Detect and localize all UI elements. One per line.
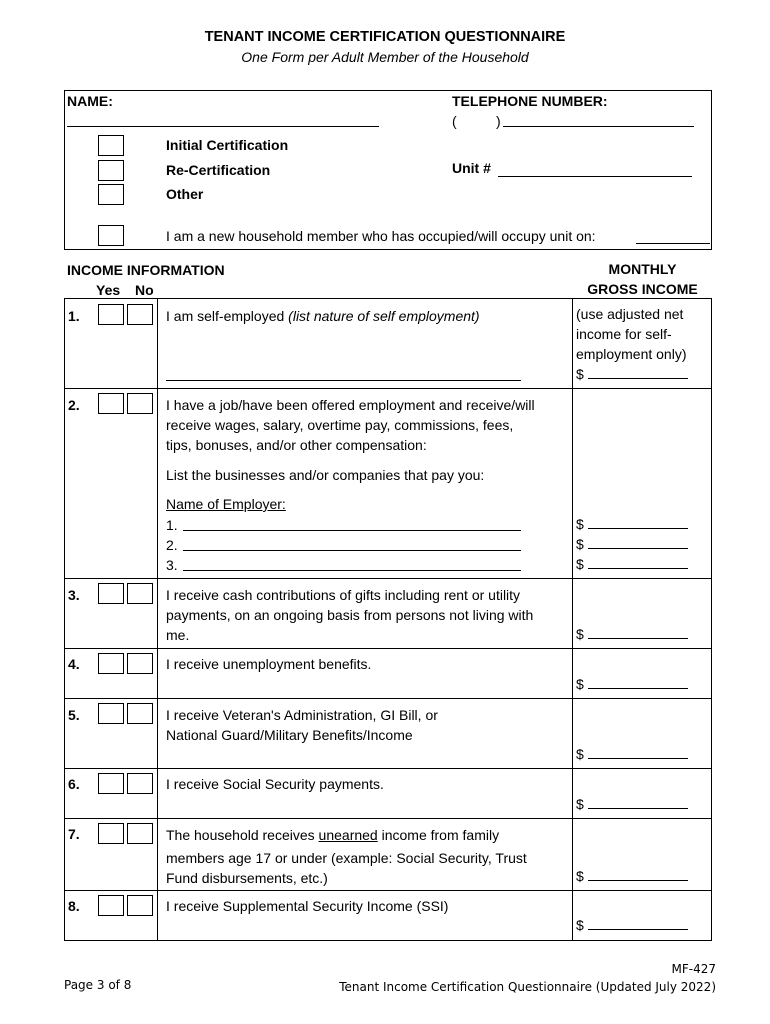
row5-yes-checkbox[interactable]: [98, 703, 124, 724]
monthly-heading: MONTHLY: [608, 261, 677, 277]
row-divider: [64, 578, 712, 579]
row6-amount-field[interactable]: $: [576, 796, 688, 812]
option-initial: Initial Certification: [166, 137, 289, 153]
unit-label: Unit #: [452, 160, 491, 176]
row8-question: I receive Supplemental Security Income (SSI): [166, 898, 449, 914]
row-number: 3.: [68, 587, 80, 603]
row-divider: [64, 768, 712, 769]
phone-field[interactable]: [503, 126, 694, 127]
row-divider: [64, 388, 712, 389]
gross-income-heading: GROSS INCOME: [587, 281, 698, 297]
employer-2-field[interactable]: [183, 550, 521, 551]
row8-yes-checkbox[interactable]: [98, 895, 124, 916]
phone-paren-open: (: [452, 113, 457, 129]
row-number: 8.: [68, 898, 80, 914]
name-label: NAME:: [67, 93, 113, 109]
row2-list-prompt: List the businesses and/or companies that pay you:: [166, 467, 485, 483]
row-divider: [64, 648, 712, 649]
col-divider-left: [157, 298, 158, 941]
row1-question: I am self-employed (list nature of self employment): [166, 308, 480, 324]
employer-2-amount-field[interactable]: $: [576, 536, 688, 552]
col-divider-right: [572, 298, 573, 941]
row2-question: I have a job/have been offered employment and receive/will receive wages, salary, overtime pay, commissions, fees, tips, bonuses, and/or other compensation:: [166, 397, 535, 453]
employer-3-field[interactable]: [183, 570, 521, 571]
phone-paren-close: ): [496, 113, 501, 129]
row1-yes-checkbox[interactable]: [98, 304, 124, 325]
row-number: 6.: [68, 776, 80, 792]
new-member-text: I am a new household member who has occupied/will occupy unit on:: [166, 228, 596, 244]
row6-yes-checkbox[interactable]: [98, 773, 124, 794]
row-divider: [64, 818, 712, 819]
row7-question: The household receives unearned income from family members age 17 or under (example: Social Security, Trust Fund disbursements, etc.): [166, 827, 527, 886]
income-heading: INCOME INFORMATION: [67, 262, 225, 278]
employer-item-number: 1.: [166, 517, 178, 533]
employer-1-field[interactable]: [183, 530, 521, 531]
other-checkbox[interactable]: [98, 184, 124, 205]
row-number: 5.: [68, 707, 80, 723]
row3-question: I receive cash contributions of gifts including rent or utility payments, on an ongoing basis from persons not living with me.: [166, 587, 534, 643]
row6-no-checkbox[interactable]: [127, 773, 153, 794]
no-label: No: [135, 282, 154, 298]
row5-no-checkbox[interactable]: [127, 703, 153, 724]
option-other: Other: [166, 186, 204, 202]
row8-no-checkbox[interactable]: [127, 895, 153, 916]
row5-amount-field[interactable]: $: [576, 746, 688, 762]
row-number: 1.: [68, 308, 80, 324]
row-divider: [64, 698, 712, 699]
row-number: 4.: [68, 656, 80, 672]
form-subtitle: One Form per Adult Member of the Household: [241, 49, 529, 65]
initial-certification-checkbox[interactable]: [98, 135, 124, 156]
row1-no-checkbox[interactable]: [127, 304, 153, 325]
row8-amount-field[interactable]: $: [576, 917, 688, 933]
row-number: 7.: [68, 826, 80, 842]
row1-nature-field[interactable]: [166, 380, 521, 381]
employer-3-amount-field[interactable]: $: [576, 556, 688, 572]
row4-yes-checkbox[interactable]: [98, 653, 124, 674]
row4-question: I receive unemployment benefits.: [166, 656, 372, 672]
row3-yes-checkbox[interactable]: [98, 583, 124, 604]
row7-no-checkbox[interactable]: [127, 823, 153, 844]
row7-amount-field[interactable]: $: [576, 868, 688, 884]
row4-amount-field[interactable]: $: [576, 676, 688, 692]
unit-field[interactable]: [498, 176, 692, 177]
row5-question: I receive Veteran's Administration, GI Bill, or National Guard/Military Benefits/Income: [166, 707, 438, 743]
new-member-date-field[interactable]: [636, 243, 710, 244]
page-number: Page 3 of 8: [64, 978, 132, 992]
option-recert: Re-Certification: [166, 162, 271, 178]
employer-1-amount-field[interactable]: $: [576, 516, 688, 532]
row2-no-checkbox[interactable]: [127, 393, 153, 414]
employer-item-number: 2.: [166, 537, 178, 553]
row-divider: [64, 890, 712, 891]
employer-label: Name of Employer:: [166, 496, 286, 512]
row3-no-checkbox[interactable]: [127, 583, 153, 604]
form-title: TENANT INCOME CERTIFICATION QUESTIONNAIRE: [204, 29, 566, 45]
row1-amount-field[interactable]: $: [576, 366, 688, 382]
new-member-checkbox[interactable]: [98, 225, 124, 246]
row1-amount-note: (use adjusted net income for self- employment only): [576, 306, 687, 362]
form-number: MF-427: [671, 962, 716, 976]
name-field[interactable]: [67, 126, 379, 127]
footer-form-title: Tenant Income Certification Questionnaire (Updated July 2022): [339, 980, 716, 994]
employer-item-number: 3.: [166, 557, 178, 573]
row3-amount-field[interactable]: $: [576, 626, 688, 642]
header-box: [64, 90, 712, 250]
row-number: 2.: [68, 397, 80, 413]
re-certification-checkbox[interactable]: [98, 160, 124, 181]
yes-label: Yes: [96, 282, 121, 298]
row7-yes-checkbox[interactable]: [98, 823, 124, 844]
row4-no-checkbox[interactable]: [127, 653, 153, 674]
row2-yes-checkbox[interactable]: [98, 393, 124, 414]
phone-label: TELEPHONE NUMBER:: [452, 93, 608, 109]
row6-question: I receive Social Security payments.: [166, 776, 384, 792]
